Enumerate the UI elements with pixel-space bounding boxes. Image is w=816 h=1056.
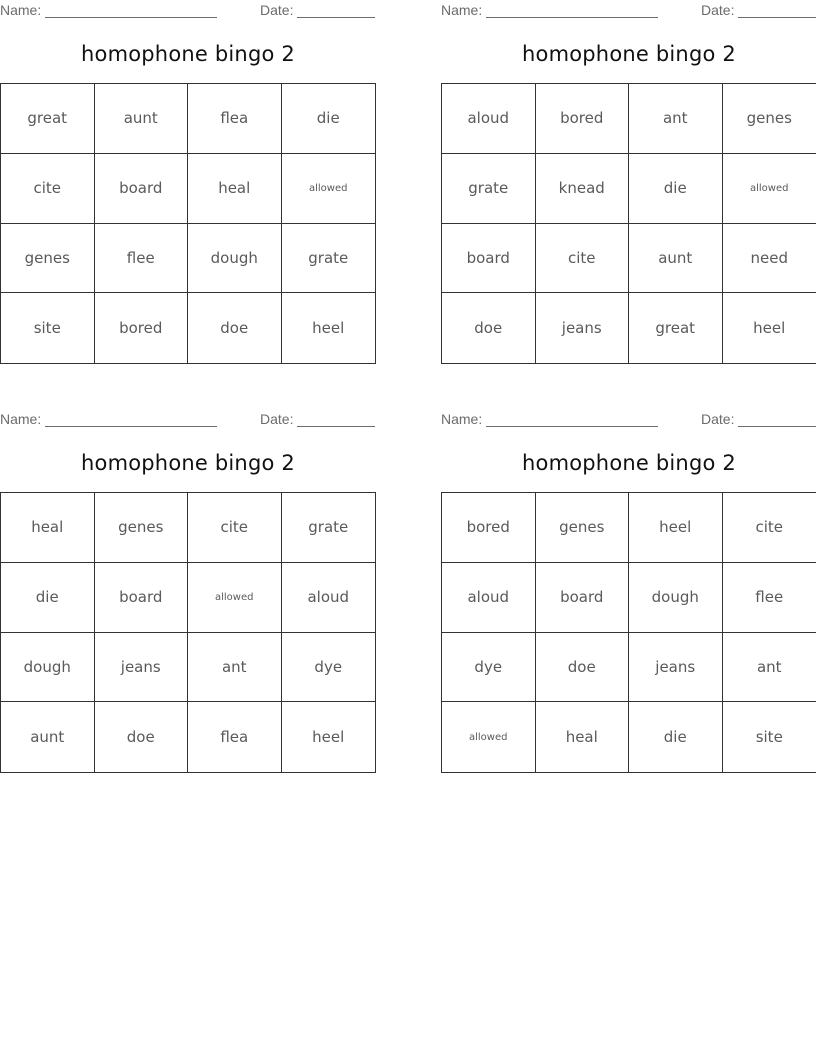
bingo-cell: allowed [442, 702, 536, 772]
bingo-cell: heal [1, 493, 95, 563]
date-field [701, 411, 816, 427]
bingo-cell: ant [723, 633, 816, 703]
name-field [0, 411, 217, 427]
bingo-cell: ant [188, 633, 282, 703]
name-field [0, 2, 217, 18]
bingo-cell: dough [188, 224, 282, 294]
bingo-card [441, 409, 816, 774]
bingo-cell: need [723, 224, 816, 294]
name-label: Name: [0, 2, 42, 18]
bingo-card [441, 0, 816, 365]
bingo-cell: cite [188, 493, 282, 563]
bingo-cell: genes [95, 493, 189, 563]
date-field [260, 2, 375, 18]
date-blank-line [297, 412, 375, 427]
bingo-cell: doe [536, 633, 630, 703]
bingo-cell: heel [629, 493, 723, 563]
bingo-cell: board [536, 563, 630, 633]
bingo-cell: cite [536, 224, 630, 294]
card-title: homophone bingo 2 [81, 42, 295, 66]
bingo-cell: doe [95, 702, 189, 772]
bingo-cell: die [629, 702, 723, 772]
name-label: Name: [0, 411, 42, 427]
bingo-cell: site [755, 728, 783, 747]
bingo-cell: bored [536, 84, 630, 154]
date-field [701, 2, 816, 18]
bingo-cell: heel [753, 319, 786, 338]
bingo-grid [0, 83, 376, 364]
bingo-cell: dough [1, 633, 95, 703]
bingo-grid [0, 492, 376, 773]
bingo-cell: aloud [442, 563, 536, 633]
bingo-grid [441, 83, 816, 364]
bingo-cell: board [95, 563, 189, 633]
bingo-cell: heal [536, 702, 630, 772]
bingo-cell: aloud [282, 563, 376, 633]
bingo-cell: aunt [629, 224, 723, 294]
bingo-cell: aloud [442, 84, 536, 154]
bingo-cell: jeans [95, 633, 189, 703]
bingo-card [0, 0, 376, 365]
bingo-cell: great [1, 84, 95, 154]
bingo-cell: allowed [188, 563, 282, 633]
bingo-cell: great [629, 293, 723, 363]
bingo-cell: board [442, 224, 536, 294]
bingo-cell: heal [188, 154, 282, 224]
card-header [441, 411, 816, 429]
card-header [0, 2, 376, 20]
card-title: homophone bingo 2 [81, 451, 295, 475]
bingo-card [0, 409, 376, 774]
date-label: Date: [260, 411, 294, 427]
bingo-cell: bored [442, 493, 536, 563]
name-label: Name: [441, 411, 483, 427]
bingo-cell: jeans [629, 633, 723, 703]
bingo-cell: cite [1, 154, 95, 224]
bingo-cell: grate [442, 154, 536, 224]
bingo-cell: dye [282, 633, 376, 703]
bingo-cell: ant [629, 84, 723, 154]
bingo-cell: flea [188, 702, 282, 772]
bingo-cell: flee [723, 563, 816, 633]
bingo-cell: allowed [282, 154, 376, 224]
bingo-cell: cite [723, 493, 816, 563]
name-blank-line [45, 412, 217, 427]
bingo-cell: die [629, 154, 723, 224]
bingo-cell: dough [629, 563, 723, 633]
bingo-cell: heel [312, 728, 345, 747]
bingo-cell: doe [442, 293, 536, 363]
name-blank-line [486, 412, 658, 427]
bingo-cell: grate [282, 493, 376, 563]
date-label: Date: [701, 2, 735, 18]
bingo-cell: grate [282, 224, 376, 294]
bingo-cell: flee [95, 224, 189, 294]
name-blank-line [45, 3, 217, 18]
card-header [0, 411, 376, 429]
name-field [441, 2, 658, 18]
bingo-cell: die [1, 563, 95, 633]
bingo-cell: genes [536, 493, 630, 563]
bingo-cell: board [95, 154, 189, 224]
card-title: homophone bingo 2 [522, 451, 736, 475]
name-blank-line [486, 3, 658, 18]
bingo-cell: genes [1, 224, 95, 294]
name-field [441, 411, 658, 427]
card-title: homophone bingo 2 [522, 42, 736, 66]
bingo-cell: doe [188, 293, 282, 363]
bingo-cell: dye [442, 633, 536, 703]
name-label: Name: [441, 2, 483, 18]
bingo-cell: aunt [95, 84, 189, 154]
date-blank-line [738, 3, 816, 18]
date-field [260, 411, 375, 427]
bingo-cell: jeans [536, 293, 630, 363]
bingo-cell: die [282, 84, 376, 154]
bingo-cell: heel [312, 319, 345, 338]
card-header [441, 2, 816, 20]
bingo-cell: aunt [1, 702, 95, 772]
bingo-grid [441, 492, 816, 773]
bingo-cell: bored [95, 293, 189, 363]
bingo-cell: genes [723, 84, 816, 154]
date-label: Date: [701, 411, 735, 427]
date-blank-line [738, 412, 816, 427]
date-label: Date: [260, 2, 294, 18]
bingo-cell: allowed [723, 154, 816, 224]
date-blank-line [297, 3, 375, 18]
bingo-cell: flea [188, 84, 282, 154]
bingo-cell: site [1, 293, 95, 363]
bingo-cell: knead [536, 154, 630, 224]
